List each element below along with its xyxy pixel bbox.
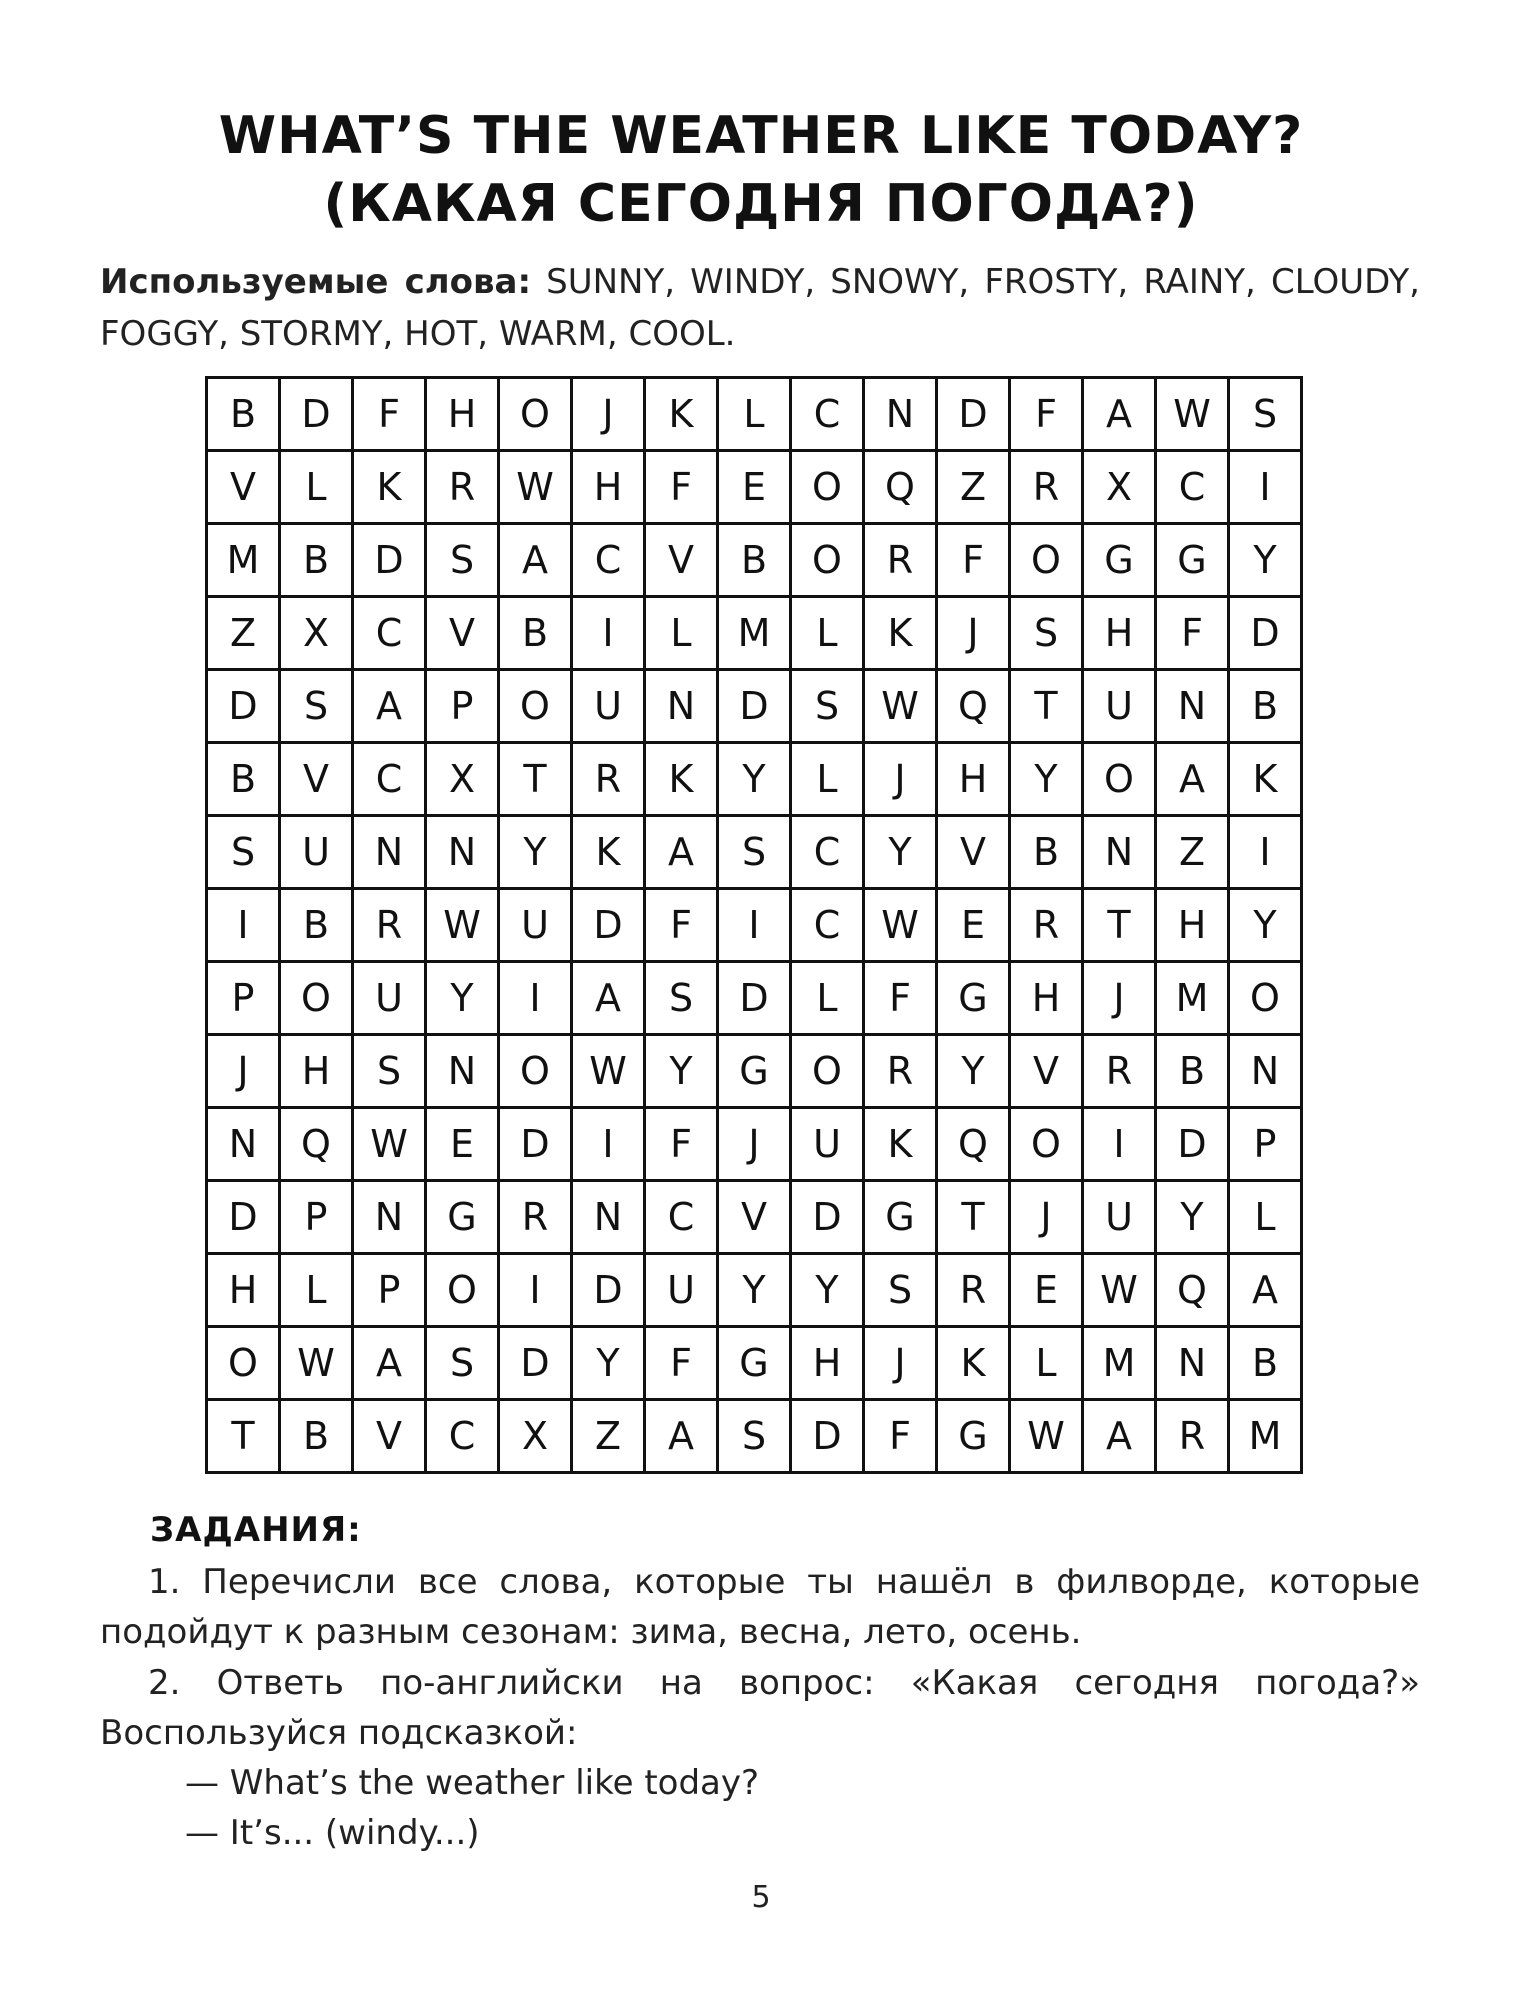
grid-cell[interactable]: E bbox=[1010, 1254, 1083, 1327]
grid-cell[interactable]: M bbox=[1229, 1400, 1302, 1473]
grid-cell[interactable]: Z bbox=[1156, 816, 1229, 889]
grid-row bbox=[207, 889, 1302, 962]
grid-cell[interactable]: C bbox=[791, 378, 864, 451]
grid-cell[interactable]: A bbox=[572, 962, 645, 1035]
grid-row bbox=[207, 1035, 1302, 1108]
grid-cell[interactable]: W bbox=[426, 889, 499, 962]
grid-cell[interactable]: T bbox=[499, 743, 572, 816]
grid-cell[interactable]: C bbox=[353, 743, 426, 816]
grid-cell[interactable]: T bbox=[937, 1181, 1010, 1254]
grid-cell[interactable]: I bbox=[499, 962, 572, 1035]
grid-cell[interactable]: Y bbox=[499, 816, 572, 889]
grid-cell[interactable]: O bbox=[1229, 962, 1302, 1035]
grid-cell[interactable]: I bbox=[207, 889, 280, 962]
grid-cell[interactable]: V bbox=[937, 816, 1010, 889]
grid-cell[interactable]: S bbox=[864, 1254, 937, 1327]
grid-cell[interactable]: U bbox=[353, 962, 426, 1035]
grid-cell[interactable]: M bbox=[718, 597, 791, 670]
grid-cell[interactable]: M bbox=[1083, 1327, 1156, 1400]
grid-cell[interactable]: O bbox=[426, 1254, 499, 1327]
grid-cell[interactable]: S bbox=[207, 816, 280, 889]
grid-cell[interactable]: Z bbox=[572, 1400, 645, 1473]
grid-cell[interactable]: X bbox=[426, 743, 499, 816]
dialog-answer: — It’s... (windy...) bbox=[185, 1813, 480, 1853]
grid-cell[interactable]: F bbox=[645, 889, 718, 962]
grid-cell[interactable]: S bbox=[718, 816, 791, 889]
tasks-heading: ЗАДАНИЯ: bbox=[150, 1510, 362, 1550]
grid-cell[interactable]: R bbox=[426, 451, 499, 524]
grid-cell[interactable]: O bbox=[1010, 524, 1083, 597]
grid-cell[interactable]: N bbox=[572, 1181, 645, 1254]
grid-cell[interactable]: Q bbox=[1156, 1254, 1229, 1327]
grid-cell[interactable]: B bbox=[280, 889, 353, 962]
grid-row bbox=[207, 597, 1302, 670]
grid-cell[interactable]: Z bbox=[937, 451, 1010, 524]
grid-cell[interactable]: K bbox=[864, 1108, 937, 1181]
grid-cell[interactable]: O bbox=[280, 962, 353, 1035]
grid-cell[interactable]: J bbox=[572, 378, 645, 451]
grid-cell[interactable]: Y bbox=[1229, 889, 1302, 962]
grid-cell[interactable]: A bbox=[1156, 743, 1229, 816]
grid-cell[interactable]: N bbox=[1083, 816, 1156, 889]
grid-cell[interactable]: D bbox=[499, 1327, 572, 1400]
grid-cell[interactable]: I bbox=[572, 1108, 645, 1181]
grid-cell[interactable]: I bbox=[499, 1254, 572, 1327]
grid-cell[interactable]: N bbox=[1156, 670, 1229, 743]
grid-row bbox=[207, 962, 1302, 1035]
grid-cell[interactable]: G bbox=[718, 1035, 791, 1108]
grid-cell[interactable]: R bbox=[572, 743, 645, 816]
grid-cell[interactable]: N bbox=[207, 1108, 280, 1181]
page-number: 5 bbox=[751, 1880, 771, 1915]
grid-cell[interactable]: P bbox=[353, 1254, 426, 1327]
grid-cell[interactable]: V bbox=[1010, 1035, 1083, 1108]
grid-cell[interactable]: S bbox=[645, 962, 718, 1035]
grid-cell[interactable]: B bbox=[280, 1400, 353, 1473]
grid-cell[interactable]: O bbox=[499, 1035, 572, 1108]
grid-cell[interactable]: J bbox=[718, 1108, 791, 1181]
grid-cell[interactable]: B bbox=[280, 524, 353, 597]
grid-cell[interactable]: H bbox=[426, 378, 499, 451]
grid-cell[interactable]: O bbox=[791, 451, 864, 524]
grid-cell[interactable]: L bbox=[791, 743, 864, 816]
grid-cell[interactable]: E bbox=[718, 451, 791, 524]
grid-cell[interactable]: C bbox=[353, 597, 426, 670]
grid-cell[interactable]: B bbox=[499, 597, 572, 670]
grid-cell[interactable]: S bbox=[718, 1400, 791, 1473]
word-list-items: SUNNY, WINDY, SNOWY, FROSTY, RAINY, CLOUDY, FOGGY, STORMY, HOT, WARM, COOL. bbox=[100, 262, 1420, 354]
grid-cell[interactable]: K bbox=[864, 597, 937, 670]
grid-cell[interactable]: Q bbox=[864, 451, 937, 524]
grid-cell[interactable]: L bbox=[280, 451, 353, 524]
grid-cell[interactable]: F bbox=[1010, 378, 1083, 451]
grid-cell[interactable]: B bbox=[207, 743, 280, 816]
grid-cell[interactable]: C bbox=[426, 1400, 499, 1473]
grid-cell[interactable]: K bbox=[645, 743, 718, 816]
grid-cell[interactable]: Y bbox=[1010, 743, 1083, 816]
grid-cell[interactable]: R bbox=[1010, 451, 1083, 524]
grid-cell[interactable]: D bbox=[791, 1181, 864, 1254]
grid-cell[interactable]: H bbox=[1156, 889, 1229, 962]
grid-cell[interactable]: Y bbox=[426, 962, 499, 1035]
grid-cell[interactable]: M bbox=[207, 524, 280, 597]
grid-cell[interactable]: A bbox=[645, 816, 718, 889]
grid-cell[interactable]: G bbox=[864, 1181, 937, 1254]
grid-cell[interactable]: F bbox=[937, 524, 1010, 597]
grid-cell[interactable]: W bbox=[280, 1327, 353, 1400]
grid-cell[interactable]: R bbox=[499, 1181, 572, 1254]
grid-cell[interactable]: Y bbox=[1229, 524, 1302, 597]
grid-cell[interactable]: D bbox=[572, 1254, 645, 1327]
grid-cell[interactable]: J bbox=[1083, 962, 1156, 1035]
grid-cell[interactable]: A bbox=[1229, 1254, 1302, 1327]
grid-row bbox=[207, 524, 1302, 597]
word-list bbox=[100, 256, 1420, 360]
page-subtitle: (КАКАЯ СЕГОДНЯ ПОГОДА?) bbox=[323, 174, 1199, 234]
task-2: 2. Ответь по-английски на вопрос: «Какая сегодня погода?» Воспользуйся подсказкой: bbox=[100, 1663, 1420, 1753]
grid-cell[interactable]: J bbox=[864, 743, 937, 816]
grid-cell[interactable]: N bbox=[426, 816, 499, 889]
grid-cell[interactable]: R bbox=[1083, 1035, 1156, 1108]
grid-row bbox=[207, 1400, 1302, 1473]
grid-cell[interactable]: Q bbox=[937, 1108, 1010, 1181]
grid-cell[interactable]: W bbox=[1010, 1400, 1083, 1473]
grid-cell[interactable]: Q bbox=[280, 1108, 353, 1181]
grid-cell[interactable]: P bbox=[426, 670, 499, 743]
grid-cell[interactable]: T bbox=[207, 1400, 280, 1473]
grid-cell[interactable]: P bbox=[280, 1181, 353, 1254]
grid-cell[interactable]: G bbox=[718, 1327, 791, 1400]
grid-cell[interactable]: N bbox=[1156, 1327, 1229, 1400]
grid-cell[interactable]: B bbox=[718, 524, 791, 597]
grid-cell[interactable]: O bbox=[499, 670, 572, 743]
grid-cell[interactable]: L bbox=[1229, 1181, 1302, 1254]
grid-cell[interactable]: S bbox=[1010, 597, 1083, 670]
grid-cell[interactable]: E bbox=[937, 889, 1010, 962]
grid-cell[interactable]: G bbox=[1083, 524, 1156, 597]
grid-cell[interactable]: B bbox=[207, 378, 280, 451]
grid-cell[interactable]: N bbox=[426, 1035, 499, 1108]
grid-cell[interactable]: F bbox=[645, 1327, 718, 1400]
grid-cell[interactable]: C bbox=[1156, 451, 1229, 524]
grid-cell[interactable]: H bbox=[937, 743, 1010, 816]
grid-cell[interactable]: H bbox=[572, 451, 645, 524]
grid-cell[interactable]: M bbox=[1156, 962, 1229, 1035]
grid-cell[interactable]: U bbox=[791, 1108, 864, 1181]
grid-cell[interactable]: A bbox=[499, 524, 572, 597]
grid-cell[interactable]: S bbox=[280, 670, 353, 743]
grid-cell[interactable]: I bbox=[1229, 816, 1302, 889]
grid-cell[interactable]: D bbox=[353, 524, 426, 597]
grid-cell[interactable]: V bbox=[353, 1400, 426, 1473]
grid-row bbox=[207, 1254, 1302, 1327]
grid-cell[interactable]: T bbox=[1083, 889, 1156, 962]
grid-cell[interactable]: R bbox=[864, 524, 937, 597]
grid-cell[interactable]: K bbox=[1229, 743, 1302, 816]
grid-row bbox=[207, 670, 1302, 743]
grid-cell[interactable]: J bbox=[864, 1327, 937, 1400]
grid-cell[interactable]: V bbox=[280, 743, 353, 816]
grid-cell[interactable]: V bbox=[207, 451, 280, 524]
grid-cell[interactable]: A bbox=[1083, 1400, 1156, 1473]
grid-cell[interactable]: N bbox=[645, 670, 718, 743]
grid-cell[interactable]: N bbox=[864, 378, 937, 451]
grid-cell[interactable]: U bbox=[280, 816, 353, 889]
page-title: WHAT’S THE WEATHER LIKE TODAY? bbox=[218, 106, 1304, 166]
grid-cell[interactable]: S bbox=[1229, 378, 1302, 451]
grid-cell[interactable]: O bbox=[791, 1035, 864, 1108]
grid-cell[interactable]: Y bbox=[937, 1035, 1010, 1108]
grid-cell[interactable]: O bbox=[1083, 743, 1156, 816]
grid-cell[interactable]: G bbox=[937, 962, 1010, 1035]
grid-cell[interactable]: D bbox=[499, 1108, 572, 1181]
grid-cell[interactable]: U bbox=[1083, 1181, 1156, 1254]
grid-cell[interactable]: C bbox=[791, 889, 864, 962]
grid-cell[interactable]: D bbox=[207, 670, 280, 743]
grid-cell[interactable]: S bbox=[353, 1035, 426, 1108]
grid-cell[interactable]: B bbox=[1010, 816, 1083, 889]
grid-cell[interactable]: A bbox=[1083, 378, 1156, 451]
grid-cell[interactable]: G bbox=[1156, 524, 1229, 597]
grid-cell[interactable]: L bbox=[645, 597, 718, 670]
grid-cell[interactable]: R bbox=[1010, 889, 1083, 962]
grid-cell[interactable]: R bbox=[864, 1035, 937, 1108]
grid-cell[interactable]: N bbox=[353, 1181, 426, 1254]
grid-cell[interactable]: V bbox=[718, 1181, 791, 1254]
grid-cell[interactable]: F bbox=[353, 378, 426, 451]
word-search-grid bbox=[205, 376, 1303, 1474]
grid-cell[interactable]: R bbox=[353, 889, 426, 962]
grid-cell[interactable]: U bbox=[572, 670, 645, 743]
grid-cell[interactable]: W bbox=[353, 1108, 426, 1181]
grid-row bbox=[207, 1181, 1302, 1254]
grid-cell[interactable]: H bbox=[791, 1327, 864, 1400]
grid-cell[interactable]: B bbox=[1229, 1327, 1302, 1400]
grid-cell[interactable]: K bbox=[937, 1327, 1010, 1400]
grid-cell[interactable]: J bbox=[207, 1035, 280, 1108]
grid-cell[interactable]: D bbox=[791, 1400, 864, 1473]
task-1: 1. Перечисли все слова, которые ты нашёл в филворде, которые подойдут к разным сезонам: зима, весна, лето, осень. bbox=[100, 1562, 1420, 1652]
grid-cell[interactable]: X bbox=[1083, 451, 1156, 524]
grid-cell[interactable]: I bbox=[718, 889, 791, 962]
grid-cell[interactable]: F bbox=[1156, 597, 1229, 670]
grid-cell[interactable]: Y bbox=[791, 1254, 864, 1327]
grid-cell[interactable]: F bbox=[864, 962, 937, 1035]
grid-cell[interactable]: S bbox=[426, 524, 499, 597]
grid-cell[interactable]: T bbox=[1010, 670, 1083, 743]
grid-cell[interactable]: L bbox=[791, 962, 864, 1035]
grid-cell[interactable]: F bbox=[645, 1108, 718, 1181]
grid-cell[interactable]: C bbox=[791, 816, 864, 889]
grid-cell[interactable]: A bbox=[353, 1327, 426, 1400]
grid-cell[interactable]: G bbox=[937, 1400, 1010, 1473]
grid-cell[interactable]: U bbox=[645, 1254, 718, 1327]
grid-cell[interactable]: F bbox=[645, 451, 718, 524]
grid-cell[interactable]: D bbox=[207, 1181, 280, 1254]
word-list-label: Используемые слова: bbox=[100, 262, 532, 302]
grid-cell[interactable]: R bbox=[1156, 1400, 1229, 1473]
grid-cell[interactable]: N bbox=[1229, 1035, 1302, 1108]
grid-cell[interactable]: X bbox=[499, 1400, 572, 1473]
grid-cell[interactable]: W bbox=[1083, 1254, 1156, 1327]
grid-cell[interactable]: V bbox=[426, 597, 499, 670]
grid-cell[interactable]: L bbox=[718, 378, 791, 451]
grid-cell[interactable]: Y bbox=[718, 743, 791, 816]
grid-cell[interactable]: W bbox=[499, 451, 572, 524]
grid-cell[interactable]: Y bbox=[1156, 1181, 1229, 1254]
grid-cell[interactable]: I bbox=[572, 597, 645, 670]
grid-row bbox=[207, 1327, 1302, 1400]
grid-cell[interactable]: A bbox=[645, 1400, 718, 1473]
grid-cell[interactable]: W bbox=[1156, 378, 1229, 451]
grid-cell[interactable]: B bbox=[1156, 1035, 1229, 1108]
grid-cell[interactable]: X bbox=[280, 597, 353, 670]
grid-cell[interactable]: H bbox=[1010, 962, 1083, 1035]
grid-cell[interactable]: I bbox=[1083, 1108, 1156, 1181]
grid-cell[interactable]: R bbox=[937, 1254, 1010, 1327]
grid-cell[interactable]: P bbox=[1229, 1108, 1302, 1181]
grid-cell[interactable]: D bbox=[718, 670, 791, 743]
grid-cell[interactable]: E bbox=[426, 1108, 499, 1181]
grid-cell[interactable]: D bbox=[718, 962, 791, 1035]
grid-cell[interactable]: Y bbox=[572, 1327, 645, 1400]
grid-cell[interactable]: L bbox=[791, 597, 864, 670]
grid-cell[interactable]: O bbox=[499, 378, 572, 451]
grid-cell[interactable]: Y bbox=[645, 1035, 718, 1108]
grid-cell[interactable]: W bbox=[864, 889, 937, 962]
grid-cell[interactable]: H bbox=[280, 1035, 353, 1108]
grid-cell[interactable]: W bbox=[572, 1035, 645, 1108]
grid-cell[interactable]: D bbox=[937, 378, 1010, 451]
grid-cell[interactable]: U bbox=[499, 889, 572, 962]
grid-cell[interactable]: A bbox=[353, 670, 426, 743]
grid-cell[interactable]: O bbox=[207, 1327, 280, 1400]
grid-cell[interactable]: D bbox=[572, 889, 645, 962]
grid-cell[interactable]: O bbox=[1010, 1108, 1083, 1181]
grid-cell[interactable]: D bbox=[1229, 597, 1302, 670]
grid-cell[interactable]: N bbox=[353, 816, 426, 889]
grid-cell[interactable]: L bbox=[280, 1254, 353, 1327]
grid-row bbox=[207, 451, 1302, 524]
grid-cell[interactable]: C bbox=[645, 1181, 718, 1254]
grid-cell[interactable]: S bbox=[791, 670, 864, 743]
grid-cell[interactable]: K bbox=[572, 816, 645, 889]
grid-row bbox=[207, 816, 1302, 889]
grid-cell[interactable]: O bbox=[791, 524, 864, 597]
grid-row bbox=[207, 1108, 1302, 1181]
grid-cell[interactable]: K bbox=[645, 378, 718, 451]
grid-cell[interactable]: U bbox=[1083, 670, 1156, 743]
grid-cell[interactable]: G bbox=[426, 1181, 499, 1254]
grid-cell[interactable]: V bbox=[645, 524, 718, 597]
grid-cell[interactable]: B bbox=[1229, 670, 1302, 743]
grid-cell[interactable]: S bbox=[426, 1327, 499, 1400]
grid-cell[interactable]: I bbox=[1229, 451, 1302, 524]
grid-cell[interactable]: Q bbox=[937, 670, 1010, 743]
grid-row bbox=[207, 743, 1302, 816]
grid-cell[interactable]: C bbox=[572, 524, 645, 597]
grid-cell[interactable]: L bbox=[1010, 1327, 1083, 1400]
grid-cell[interactable]: J bbox=[937, 597, 1010, 670]
grid-cell[interactable]: Y bbox=[718, 1254, 791, 1327]
grid-cell[interactable]: D bbox=[280, 378, 353, 451]
dialog-question: — What’s the weather like today? bbox=[185, 1763, 760, 1803]
grid-cell[interactable]: Z bbox=[207, 597, 280, 670]
grid-cell[interactable]: F bbox=[864, 1400, 937, 1473]
grid-cell[interactable]: K bbox=[353, 451, 426, 524]
grid-cell[interactable]: H bbox=[207, 1254, 280, 1327]
grid-row bbox=[207, 378, 1302, 451]
grid-cell[interactable]: Y bbox=[864, 816, 937, 889]
grid-cell[interactable]: J bbox=[1010, 1181, 1083, 1254]
grid-cell[interactable]: P bbox=[207, 962, 280, 1035]
grid-cell[interactable]: H bbox=[1083, 597, 1156, 670]
grid-cell[interactable]: D bbox=[1156, 1108, 1229, 1181]
grid-cell[interactable]: W bbox=[864, 670, 937, 743]
